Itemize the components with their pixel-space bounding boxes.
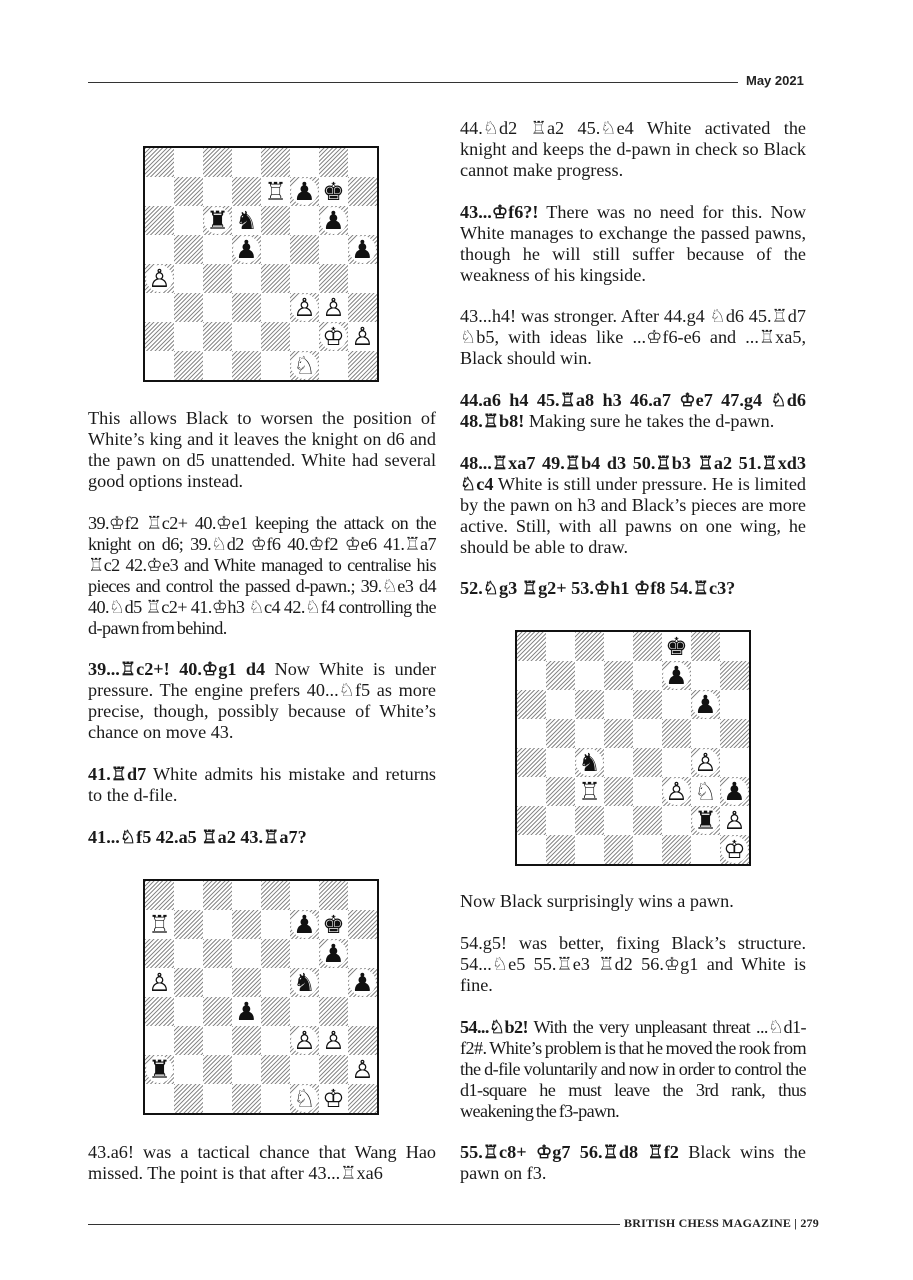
annotation-text: White is still under pressure. He is limited by the pawn on h3 and Black’s pieces are more active. Still, with all pawns on one wing, he should be able to draw. [460, 474, 806, 557]
square-d3 [232, 293, 261, 322]
square-b1 [174, 351, 203, 380]
square-a3 [517, 777, 546, 806]
chess-piece-f3: ♙ [291, 294, 318, 321]
square-d2 [232, 322, 261, 351]
header-rule [88, 82, 738, 83]
footer-rule [88, 1224, 620, 1225]
chess-piece-g2: ♔ [320, 323, 347, 350]
square-c3 [203, 293, 232, 322]
square-b5 [174, 968, 203, 997]
square-f3 [662, 777, 691, 806]
square-d8 [232, 881, 261, 910]
square-b7 [174, 910, 203, 939]
square-b1 [174, 1084, 203, 1113]
square-b3 [174, 1026, 203, 1055]
chess-piece-c6: ♜ [204, 207, 231, 234]
square-c7 [203, 910, 232, 939]
square-h3 [348, 293, 377, 322]
right-para-10 [460, 1142, 806, 1184]
square-h2 [720, 806, 749, 835]
square-f1 [662, 835, 691, 864]
chess-piece-f7: ♟ [291, 178, 318, 205]
square-d8 [604, 632, 633, 661]
right-para-3: 43...h4! was stronger. After 44.g4 ♘d6 45.♖d7 ♘b5, with ideas like ...♔f6-e6 and ...♖xa5, Black should win. [460, 306, 806, 368]
chess-piece-e7: ♖ [262, 178, 289, 205]
square-a8 [145, 148, 174, 177]
square-b6 [174, 939, 203, 968]
square-f2 [662, 806, 691, 835]
chess-piece-g7: ♚ [320, 911, 347, 938]
chess-piece-g7: ♚ [320, 178, 347, 205]
square-h8 [348, 881, 377, 910]
square-h4 [348, 997, 377, 1026]
square-h6 [720, 690, 749, 719]
chess-piece-g6: ♟ [692, 691, 719, 718]
square-d1 [232, 351, 261, 380]
square-f7 [290, 177, 319, 206]
square-c6 [575, 690, 604, 719]
square-f7 [290, 910, 319, 939]
square-h4 [720, 748, 749, 777]
square-f2 [290, 322, 319, 351]
chess-piece-f7: ♟ [291, 911, 318, 938]
square-e1 [261, 1084, 290, 1113]
square-a3 [145, 1026, 174, 1055]
square-d6 [232, 206, 261, 235]
square-h5 [348, 968, 377, 997]
chess-piece-g2: ♜ [692, 807, 719, 834]
chess-diagram-1 [143, 146, 379, 382]
chess-piece-a7: ♖ [146, 911, 173, 938]
square-e4 [261, 997, 290, 1026]
square-e5 [261, 968, 290, 997]
square-d2 [604, 806, 633, 835]
square-e7 [261, 177, 290, 206]
square-f4 [290, 264, 319, 293]
square-c2 [203, 1055, 232, 1084]
square-g5 [319, 235, 348, 264]
square-b6 [174, 206, 203, 235]
square-d2 [232, 1055, 261, 1084]
square-e1 [633, 835, 662, 864]
square-a4 [145, 264, 174, 293]
square-e2 [261, 1055, 290, 1084]
square-d4 [232, 264, 261, 293]
chess-piece-h2: ♙ [721, 807, 748, 834]
header-date: May 2021 [746, 73, 804, 88]
square-g8 [319, 148, 348, 177]
square-g5 [319, 968, 348, 997]
square-b5 [174, 235, 203, 264]
move-text: 41.♖d7 [88, 764, 147, 784]
square-f5 [290, 235, 319, 264]
square-a3 [145, 293, 174, 322]
square-a7 [145, 177, 174, 206]
annotation-text: With the very unpleasant threat ...♘d1-f2#. White’s problem is that he moved the rook from the d-file voluntarily and now in order to control the d1-square he must leave the 3rd rank, thus weakening the f3-pawn. [460, 1017, 806, 1121]
square-g8 [319, 881, 348, 910]
square-g2 [691, 806, 720, 835]
square-b3 [174, 293, 203, 322]
chess-piece-f5: ♞ [291, 969, 318, 996]
square-e8 [261, 881, 290, 910]
square-e3 [633, 777, 662, 806]
chess-piece-f1: ♘ [291, 352, 318, 379]
chess-piece-h2: ♙ [349, 1056, 376, 1083]
square-d7 [232, 177, 261, 206]
square-c1 [203, 351, 232, 380]
annotation-text: Making sure he takes the d-pawn. [524, 411, 775, 431]
move-text: 41...♘f5 42.a5 ♖a2 43.♖a7? [88, 827, 307, 847]
chess-piece-f8: ♚ [663, 633, 690, 660]
square-a6 [145, 206, 174, 235]
right-para-2 [460, 202, 806, 286]
square-g6 [319, 206, 348, 235]
square-g6 [691, 690, 720, 719]
square-a5 [145, 968, 174, 997]
square-g4 [319, 997, 348, 1026]
square-c5 [575, 719, 604, 748]
chess-piece-g6: ♟ [320, 940, 347, 967]
move-text: 43...♔f6?! [460, 202, 539, 222]
square-g8 [691, 632, 720, 661]
left-para-2: 39.♔f2 ♖c2+ 40.♔e1 keeping the attack on the knight on d6; 39.♘d2 ♔f6 40.♔f2 ♔e6 41.♖a7 ♖c2 42.♔e3 and White managed to centralise his pieces and control the passed d-pawn.; 39.♘e3 d4 40.♘d5 ♖c2+ 41.♔h3 ♘c4 42.♘f4 controlling the d-pawn from behind. [88, 513, 436, 638]
right-para-1: 44.♘d2 ♖a2 45.♘e4 White activated the knight and keeps the d-pawn in check so Black cannot make progress. [460, 118, 806, 180]
chess-piece-f3: ♙ [663, 778, 690, 805]
square-d5 [232, 968, 261, 997]
chess-piece-f7: ♟ [663, 662, 690, 689]
square-h4 [348, 264, 377, 293]
square-a5 [145, 235, 174, 264]
chess-piece-g3: ♘ [692, 778, 719, 805]
square-f8 [662, 632, 691, 661]
move-text: 39...♖c2+! 40.♔g1 d4 [88, 659, 266, 679]
square-c4 [575, 748, 604, 777]
square-a6 [517, 690, 546, 719]
square-c3 [203, 1026, 232, 1055]
square-f4 [290, 997, 319, 1026]
square-b6 [546, 690, 575, 719]
square-g3 [319, 293, 348, 322]
square-c5 [203, 235, 232, 264]
right-para-6 [460, 578, 806, 599]
square-d7 [604, 661, 633, 690]
move-text: 44.a6 h4 45.♖a8 h3 46.a7 ♔e7 47.g4 ♘d6 48.♖b8! [460, 390, 806, 431]
square-g2 [319, 1055, 348, 1084]
square-f6 [290, 206, 319, 235]
square-c6 [203, 939, 232, 968]
square-d7 [232, 910, 261, 939]
square-f4 [662, 748, 691, 777]
square-h5 [348, 235, 377, 264]
right-para-5 [460, 453, 806, 558]
square-e4 [633, 748, 662, 777]
left-para-1: This allows Black to worsen the position of White’s king and it leaves the knight on d6 and the pawn on d5 unattended. White had several good options instead. [88, 408, 436, 491]
square-c5 [203, 968, 232, 997]
left-para-3 [88, 659, 436, 743]
square-e1 [261, 351, 290, 380]
move-text: 52.♘g3 ♖g2+ 53.♔h1 ♔f8 54.♖c3? [460, 578, 736, 598]
square-g3 [691, 777, 720, 806]
square-e7 [261, 910, 290, 939]
square-c4 [203, 264, 232, 293]
move-text: 54...♘b2! [460, 1017, 528, 1037]
chess-piece-h2: ♙ [349, 323, 376, 350]
chess-piece-h1: ♔ [721, 836, 748, 863]
square-d5 [232, 235, 261, 264]
chess-piece-g1: ♔ [320, 1085, 347, 1112]
square-b2 [174, 322, 203, 351]
square-e5 [633, 719, 662, 748]
square-h1 [348, 351, 377, 380]
square-h5 [720, 719, 749, 748]
chess-piece-a5: ♙ [146, 969, 173, 996]
move-text: 55.♖c8+ ♔g7 56.♖d8 ♖f2 [460, 1142, 679, 1162]
square-b2 [546, 806, 575, 835]
square-g3 [319, 1026, 348, 1055]
chess-piece-c3: ♖ [576, 778, 603, 805]
square-e2 [633, 806, 662, 835]
square-c2 [575, 806, 604, 835]
chess-piece-c4: ♞ [576, 749, 603, 776]
square-c6 [203, 206, 232, 235]
square-a7 [145, 910, 174, 939]
chess-piece-g6: ♟ [320, 207, 347, 234]
square-g1 [319, 351, 348, 380]
square-d8 [232, 148, 261, 177]
square-e3 [261, 293, 290, 322]
square-g7 [691, 661, 720, 690]
square-d5 [604, 719, 633, 748]
square-f2 [290, 1055, 319, 1084]
square-a1 [517, 835, 546, 864]
square-c1 [203, 1084, 232, 1113]
square-b4 [174, 264, 203, 293]
square-f6 [290, 939, 319, 968]
square-b2 [174, 1055, 203, 1084]
square-b7 [546, 661, 575, 690]
square-c3 [575, 777, 604, 806]
annotation-text: Now White is under pressure. The engine prefers 40...♘f5 as more precise, though, possibly because of White’s chance on move 43. [88, 659, 437, 742]
square-a1 [145, 1084, 174, 1113]
square-a7 [517, 661, 546, 690]
square-f3 [290, 293, 319, 322]
move-text: 48...♖xa7 49.♖b4 d3 50.♖b3 ♖a2 51.♖xd3 ♘c4 [460, 453, 806, 494]
square-a4 [517, 748, 546, 777]
square-f6 [662, 690, 691, 719]
chess-piece-d5: ♟ [233, 236, 260, 263]
chess-diagram-2 [143, 879, 379, 1115]
square-a8 [145, 881, 174, 910]
square-g7 [319, 177, 348, 206]
square-g4 [319, 264, 348, 293]
square-h8 [348, 148, 377, 177]
chess-piece-f3: ♙ [291, 1027, 318, 1054]
square-b8 [174, 148, 203, 177]
square-h7 [348, 910, 377, 939]
chess-piece-g4: ♙ [692, 749, 719, 776]
right-para-4 [460, 390, 806, 432]
square-d1 [232, 1084, 261, 1113]
square-g6 [319, 939, 348, 968]
square-g1 [691, 835, 720, 864]
annotation-text: There was no need for this. Now White manages to exchange the passed pawns, though he will still suffer because of the weakness of his kingside. [460, 202, 806, 285]
square-a8 [517, 632, 546, 661]
chess-piece-g3: ♙ [320, 294, 347, 321]
square-b3 [546, 777, 575, 806]
chess-piece-d6: ♞ [233, 207, 260, 234]
square-g7 [319, 910, 348, 939]
square-e6 [261, 939, 290, 968]
chess-piece-h3: ♟ [721, 778, 748, 805]
square-e2 [261, 322, 290, 351]
left-para-5 [88, 827, 436, 848]
square-f8 [290, 881, 319, 910]
square-e4 [261, 264, 290, 293]
chess-piece-h5: ♟ [349, 969, 376, 996]
square-h7 [720, 661, 749, 690]
square-a4 [145, 997, 174, 1026]
square-c8 [203, 148, 232, 177]
square-h6 [348, 206, 377, 235]
square-b8 [546, 632, 575, 661]
square-g2 [319, 322, 348, 351]
chess-piece-f1: ♘ [291, 1085, 318, 1112]
square-c8 [575, 632, 604, 661]
annotation-text: White admits his mistake and returns to the d-file. [88, 764, 436, 805]
square-f1 [290, 351, 319, 380]
right-para-9 [460, 1017, 806, 1122]
square-c7 [203, 177, 232, 206]
chess-piece-a4: ♙ [146, 265, 173, 292]
chess-piece-a2: ♜ [146, 1056, 173, 1083]
square-e8 [261, 148, 290, 177]
square-h6 [348, 939, 377, 968]
square-b7 [174, 177, 203, 206]
square-h7 [348, 177, 377, 206]
square-b5 [546, 719, 575, 748]
square-f5 [290, 968, 319, 997]
square-h2 [348, 322, 377, 351]
square-b4 [546, 748, 575, 777]
square-a2 [145, 322, 174, 351]
square-e6 [633, 690, 662, 719]
square-d3 [232, 1026, 261, 1055]
square-g5 [691, 719, 720, 748]
square-e5 [261, 235, 290, 264]
square-c7 [575, 661, 604, 690]
chess-diagram-3 [515, 630, 751, 866]
right-para-7: Now Black surprisingly wins a pawn. [460, 891, 734, 911]
square-e8 [633, 632, 662, 661]
square-a5 [517, 719, 546, 748]
square-d4 [232, 997, 261, 1026]
footer-text: BRITISH CHESS MAGAZINE | 279 [624, 1216, 819, 1230]
square-d4 [604, 748, 633, 777]
square-a6 [145, 939, 174, 968]
chess-piece-g3: ♙ [320, 1027, 347, 1054]
square-h1 [720, 835, 749, 864]
square-b1 [546, 835, 575, 864]
square-e3 [261, 1026, 290, 1055]
square-c1 [575, 835, 604, 864]
annotation-text: Black wins the pawn on f3. [460, 1142, 806, 1183]
square-d3 [604, 777, 633, 806]
left-para-6: 43.a6! was a tactical chance that Wang Hao missed. The point is that after 43...♖xa6 [88, 1142, 436, 1183]
square-b4 [174, 997, 203, 1026]
square-h8 [720, 632, 749, 661]
square-e6 [261, 206, 290, 235]
square-f5 [662, 719, 691, 748]
square-h3 [720, 777, 749, 806]
square-d6 [604, 690, 633, 719]
square-a1 [145, 351, 174, 380]
square-c2 [203, 322, 232, 351]
chess-piece-h5: ♟ [349, 236, 376, 263]
square-h2 [348, 1055, 377, 1084]
square-g4 [691, 748, 720, 777]
square-c8 [203, 881, 232, 910]
square-a2 [517, 806, 546, 835]
square-f7 [662, 661, 691, 690]
square-c4 [203, 997, 232, 1026]
left-para-4 [88, 764, 436, 806]
square-e7 [633, 661, 662, 690]
square-d1 [604, 835, 633, 864]
square-b8 [174, 881, 203, 910]
square-f3 [290, 1026, 319, 1055]
chess-piece-d4: ♟ [233, 998, 260, 1025]
square-h3 [348, 1026, 377, 1055]
square-f8 [290, 148, 319, 177]
square-h1 [348, 1084, 377, 1113]
square-a2 [145, 1055, 174, 1084]
right-para-8: 54.g5! was better, fixing Black’s structure. 54...♘e5 55.♖e3 ♖d2 56.♔g1 and White is fine. [460, 933, 806, 995]
square-f1 [290, 1084, 319, 1113]
square-d6 [232, 939, 261, 968]
square-g1 [319, 1084, 348, 1113]
